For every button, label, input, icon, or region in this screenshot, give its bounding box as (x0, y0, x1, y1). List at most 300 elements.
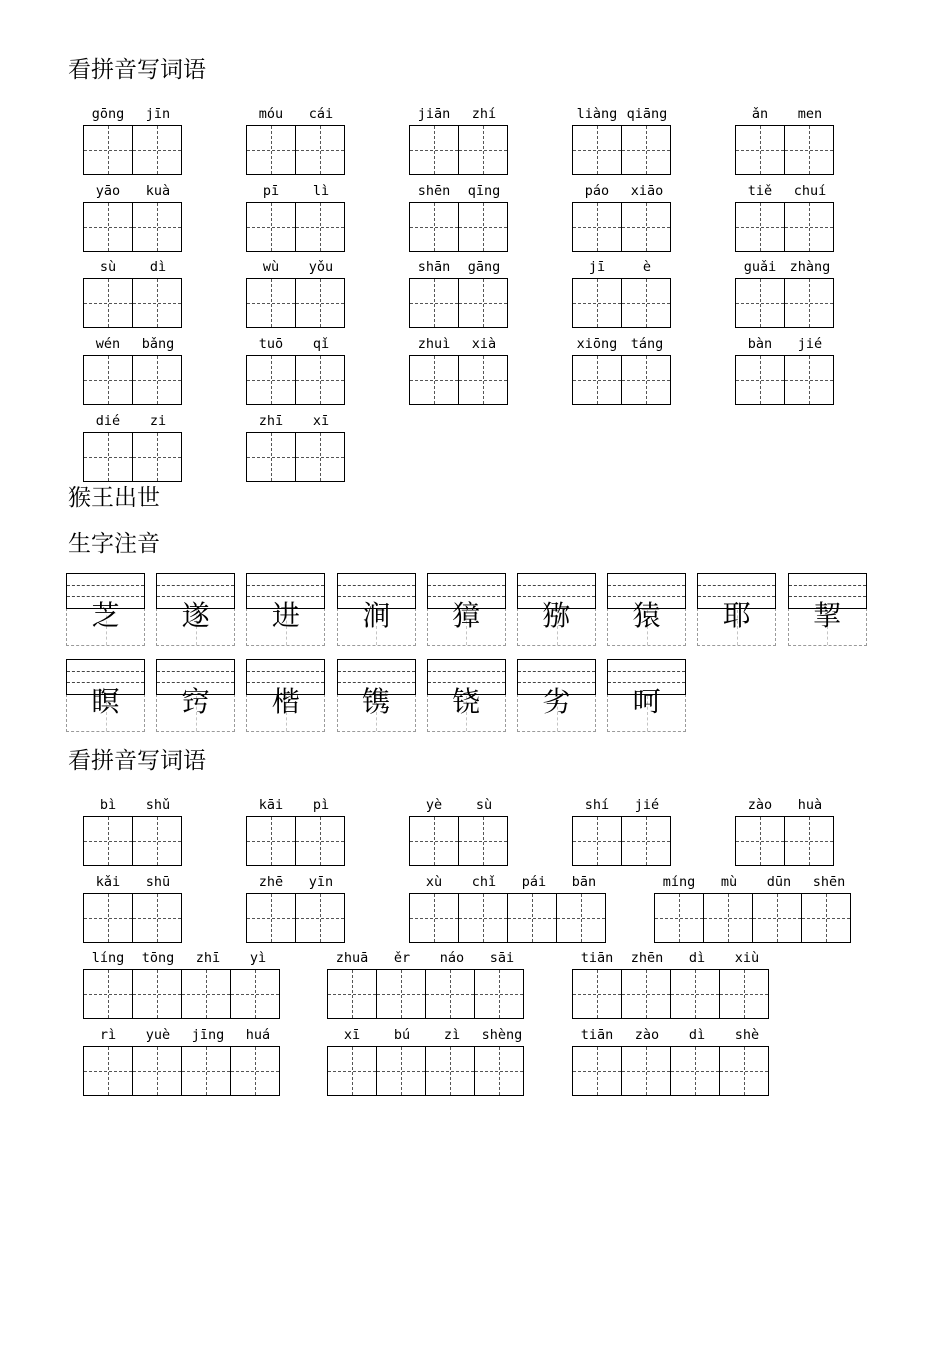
character-card (427, 659, 506, 732)
tianzi-cell[interactable] (295, 278, 345, 328)
writing-cells (83, 816, 183, 866)
hanzi-character: 楷 (271, 685, 300, 718)
tianzi-cell[interactable] (572, 355, 622, 405)
writing-cells (246, 278, 346, 328)
pinyin-row (572, 335, 672, 355)
writing-cells (83, 125, 183, 175)
pinyin-syllable: jīn (145, 106, 171, 122)
tianzi-cell[interactable] (752, 893, 802, 943)
writing-cells (246, 355, 346, 405)
tianzi-cell[interactable] (83, 202, 133, 252)
pinyin-syllable: zhàng (789, 259, 831, 275)
pinyin-row (735, 258, 835, 278)
tianzi-cell[interactable] (181, 969, 231, 1019)
section-heading-pinyin-2: 看拼音写词语 (68, 748, 206, 774)
pinyin-word (83, 182, 183, 252)
pinyin-row (409, 258, 509, 278)
writing-cells (83, 969, 283, 1019)
pinyin-syllable: gōng (91, 106, 125, 122)
tianzi-cell[interactable] (83, 432, 133, 482)
writing-cells (572, 202, 672, 252)
hanzi-character: 呵 (632, 685, 661, 718)
pinyin-syllable: tiān (580, 1027, 614, 1043)
tianzi-cell[interactable] (572, 202, 622, 252)
tianzi-cell[interactable] (784, 125, 834, 175)
tianzi-cell[interactable] (572, 816, 622, 866)
character-card (337, 659, 416, 732)
writing-cells (246, 816, 346, 866)
tianzi-cell[interactable] (458, 816, 508, 866)
tianzi-cell[interactable] (784, 355, 834, 405)
pinyin-row (572, 796, 672, 816)
tianzi-cell[interactable] (572, 969, 622, 1019)
pinyin-syllable: zhēn (630, 950, 664, 966)
pinyin-word (246, 412, 346, 482)
pinyin-row (409, 796, 509, 816)
character-card (788, 573, 867, 646)
hanzi-character: 猿 (632, 599, 661, 632)
hanzi-character: 涧 (362, 599, 391, 632)
tianzi-cell[interactable] (735, 278, 785, 328)
character-card (517, 659, 596, 732)
character-card (427, 573, 506, 646)
tianzi-cell[interactable] (132, 816, 182, 866)
writing-cells (409, 355, 509, 405)
tianzi-cell[interactable] (474, 1046, 524, 1096)
tianzi-cell[interactable] (507, 893, 557, 943)
pinyin-syllable: líng (91, 950, 125, 966)
tianzi-cell[interactable] (409, 893, 459, 943)
pinyin-syllable: xiōng (576, 336, 618, 352)
pinyin-syllable: pì (312, 797, 330, 813)
pinyin-word (572, 258, 672, 328)
pinyin-syllable: sù (99, 259, 117, 275)
pinyin-syllable: zì (443, 1027, 461, 1043)
pinyin-row (83, 335, 183, 355)
pinyin-syllable: xiāo (630, 183, 664, 199)
pinyin-syllable: shān (417, 259, 451, 275)
pinyin-row (572, 182, 672, 202)
pinyin-syllable: yuè (145, 1027, 171, 1043)
writing-cells (83, 278, 183, 328)
pinyin-row (735, 796, 835, 816)
tianzi-cell[interactable] (719, 969, 769, 1019)
pinyin-word (409, 105, 509, 175)
pinyin-row (246, 873, 346, 893)
pinyin-syllable: bú (393, 1027, 411, 1043)
section-heading-zhuyin: 生字注音 (68, 531, 160, 557)
tianzi-cell[interactable] (556, 893, 606, 943)
pinyin-syllable: zào (634, 1027, 660, 1043)
pinyin-word (654, 873, 854, 943)
pinyin-word (409, 335, 509, 405)
tianzi-cell[interactable] (458, 893, 508, 943)
tianzi-cell[interactable] (246, 355, 296, 405)
pinyin-syllable: xī (343, 1027, 361, 1043)
writing-cells (409, 816, 509, 866)
pinyin-syllable: chǐ (471, 874, 497, 890)
writing-cells (327, 969, 527, 1019)
pinyin-row (409, 182, 509, 202)
pinyin-syllable: míng (662, 874, 696, 890)
pinyin-word (83, 105, 183, 175)
pinyin-syllable: rì (99, 1027, 117, 1043)
tianzi-cell[interactable] (132, 278, 182, 328)
hanzi-character: 芝 (91, 599, 120, 632)
pinyin-row (83, 1026, 283, 1046)
tianzi-cell[interactable] (425, 1046, 475, 1096)
pinyin-syllable: zhuā (335, 950, 369, 966)
pinyin-syllable: yì (249, 950, 267, 966)
pinyin-syllable: tuō (258, 336, 284, 352)
pinyin-word (246, 182, 346, 252)
tianzi-cell[interactable] (132, 1046, 182, 1096)
hanzi-character: 窍 (181, 685, 210, 718)
tianzi-cell[interactable] (735, 125, 785, 175)
pinyin-syllable: huà (797, 797, 823, 813)
tianzi-cell[interactable] (458, 355, 508, 405)
pinyin-syllable: pī (262, 183, 280, 199)
writing-cells (83, 1046, 283, 1096)
pinyin-word (83, 873, 183, 943)
character-card (697, 573, 776, 646)
pinyin-syllable: kǎi (95, 874, 121, 890)
tianzi-cell[interactable] (409, 125, 459, 175)
pinyin-word (83, 949, 283, 1019)
pinyin-row (572, 949, 772, 969)
character-card (246, 659, 325, 732)
pinyin-word (327, 1026, 527, 1096)
hanzi-character: 猕 (542, 599, 571, 632)
pinyin-syllable: tōng (141, 950, 175, 966)
tianzi-cell[interactable] (458, 125, 508, 175)
pinyin-syllable: yǒu (308, 259, 334, 275)
writing-cells (572, 816, 672, 866)
tianzi-cell[interactable] (621, 278, 671, 328)
pinyin-row (83, 412, 183, 432)
pinyin-syllable: qīng (467, 183, 501, 199)
pinyin-syllable: ǎn (751, 106, 769, 122)
writing-cells (409, 893, 609, 943)
writing-cells (572, 969, 772, 1019)
pinyin-row (246, 258, 346, 278)
writing-cells (572, 125, 672, 175)
pinyin-word (735, 335, 835, 405)
tianzi-cell[interactable] (670, 1046, 720, 1096)
pinyin-syllable: xù (425, 874, 443, 890)
pinyin-row (246, 335, 346, 355)
tianzi-cell[interactable] (572, 1046, 622, 1096)
pinyin-word (409, 258, 509, 328)
pinyin-word (83, 258, 183, 328)
tianzi-cell[interactable] (295, 816, 345, 866)
pinyin-syllable: náo (439, 950, 465, 966)
pinyin-syllable: móu (258, 106, 284, 122)
tianzi-cell[interactable] (83, 893, 133, 943)
tianzi-cell[interactable] (703, 893, 753, 943)
writing-cells (735, 816, 835, 866)
tianzi-cell[interactable] (621, 355, 671, 405)
pinyin-row (409, 105, 509, 125)
pinyin-syllable: è (642, 259, 652, 275)
pinyin-syllable: tiě (747, 183, 773, 199)
pinyin-row (246, 412, 346, 432)
tianzi-cell[interactable] (409, 202, 459, 252)
pinyin-syllable: guǎi (743, 259, 777, 275)
tianzi-cell[interactable] (132, 893, 182, 943)
writing-cells (735, 202, 835, 252)
writing-cells (409, 202, 509, 252)
pinyin-syllable: wù (262, 259, 280, 275)
pinyin-syllable: táng (630, 336, 664, 352)
tianzi-cell[interactable] (719, 1046, 769, 1096)
pinyin-syllable: zhuì (417, 336, 451, 352)
tianzi-cell[interactable] (327, 1046, 377, 1096)
pinyin-syllable: pái (521, 874, 547, 890)
hanzi-character: 进 (271, 599, 300, 632)
pinyin-syllable: jiān (417, 106, 451, 122)
pinyin-syllable: dì (149, 259, 167, 275)
pinyin-word (409, 182, 509, 252)
pinyin-syllable: kāi (258, 797, 284, 813)
tianzi-cell[interactable] (83, 355, 133, 405)
character-card (66, 573, 145, 646)
writing-cells (409, 125, 509, 175)
tianzi-cell[interactable] (246, 202, 296, 252)
pinyin-syllable: shēn (417, 183, 451, 199)
pinyin-word (246, 105, 346, 175)
pinyin-row (83, 949, 283, 969)
tianzi-cell[interactable] (246, 816, 296, 866)
lesson-title: 猴王出世 (68, 485, 160, 511)
pinyin-row (327, 949, 527, 969)
writing-cells (246, 432, 346, 482)
pinyin-word (572, 182, 672, 252)
pinyin-syllable: xià (471, 336, 497, 352)
tianzi-cell[interactable] (735, 355, 785, 405)
tianzi-cell[interactable] (409, 278, 459, 328)
pinyin-syllable: wén (95, 336, 121, 352)
hanzi-character: 挈 (813, 599, 842, 632)
pinyin-row (735, 335, 835, 355)
tianzi-cell[interactable] (246, 125, 296, 175)
pinyin-row (246, 796, 346, 816)
tianzi-cell[interactable] (621, 202, 671, 252)
pinyin-word (735, 258, 835, 328)
pinyin-syllable: zi (149, 413, 167, 429)
pinyin-row (83, 182, 183, 202)
pinyin-syllable: yāo (95, 183, 121, 199)
tianzi-cell[interactable] (735, 816, 785, 866)
tianzi-cell[interactable] (621, 816, 671, 866)
pinyin-syllable: shí (584, 797, 610, 813)
writing-cells (572, 1046, 772, 1096)
pinyin-syllable: shèng (481, 1027, 523, 1043)
pinyin-syllable: lì (312, 183, 330, 199)
writing-cells (735, 278, 835, 328)
pinyin-syllable: qǐ (312, 336, 330, 352)
writing-cells (409, 278, 509, 328)
pinyin-syllable: dì (688, 950, 706, 966)
tianzi-cell[interactable] (181, 1046, 231, 1096)
tianzi-cell[interactable] (572, 278, 622, 328)
hanzi-character: 獐 (452, 599, 481, 632)
pinyin-row (246, 105, 346, 125)
tianzi-cell[interactable] (621, 969, 671, 1019)
hanzi-character: 铙 (452, 685, 481, 718)
pinyin-syllable: jī (588, 259, 606, 275)
tianzi-cell[interactable] (246, 432, 296, 482)
pinyin-word (246, 258, 346, 328)
pinyin-row (735, 105, 835, 125)
hanzi-character: 劣 (542, 685, 571, 718)
pinyin-word (572, 1026, 772, 1096)
tianzi-cell[interactable] (132, 432, 182, 482)
tianzi-cell[interactable] (230, 969, 280, 1019)
pinyin-syllable: kuà (145, 183, 171, 199)
pinyin-word (735, 182, 835, 252)
character-card (246, 573, 325, 646)
tianzi-cell[interactable] (784, 202, 834, 252)
pinyin-syllable: men (797, 106, 823, 122)
pinyin-row (83, 796, 183, 816)
writing-cells (327, 1046, 527, 1096)
character-card (66, 659, 145, 732)
pinyin-syllable: zhī (195, 950, 221, 966)
pinyin-syllable: jīng (191, 1027, 225, 1043)
tianzi-cell[interactable] (409, 816, 459, 866)
hanzi-character: 瞑 (91, 685, 120, 718)
pinyin-syllable: shǔ (145, 797, 171, 813)
tianzi-cell[interactable] (376, 1046, 426, 1096)
character-card (156, 659, 235, 732)
tianzi-cell[interactable] (327, 969, 377, 1019)
tianzi-cell[interactable] (458, 202, 508, 252)
tianzi-cell[interactable] (295, 202, 345, 252)
tianzi-cell[interactable] (83, 816, 133, 866)
pinyin-syllable: shū (145, 874, 171, 890)
tianzi-cell[interactable] (409, 355, 459, 405)
pinyin-syllable: chuí (793, 183, 827, 199)
tianzi-cell[interactable] (295, 432, 345, 482)
pinyin-word (83, 412, 183, 482)
pinyin-row (654, 873, 854, 893)
writing-cells (83, 202, 183, 252)
pinyin-syllable: zào (747, 797, 773, 813)
pinyin-word (83, 335, 183, 405)
tianzi-cell[interactable] (784, 278, 834, 328)
tianzi-cell[interactable] (784, 816, 834, 866)
tianzi-cell[interactable] (246, 278, 296, 328)
pinyin-syllable: tiān (580, 950, 614, 966)
pinyin-syllable: cái (308, 106, 334, 122)
writing-cells (83, 893, 183, 943)
tianzi-cell[interactable] (246, 893, 296, 943)
writing-cells (83, 355, 183, 405)
pinyin-syllable: shēn (812, 874, 846, 890)
pinyin-word (83, 1026, 283, 1096)
character-card (156, 573, 235, 646)
character-card (337, 573, 416, 646)
character-card (607, 659, 686, 732)
hanzi-character: 镌 (362, 685, 391, 718)
pinyin-word (572, 949, 772, 1019)
pinyin-syllable: mù (720, 874, 738, 890)
pinyin-row (572, 1026, 772, 1046)
writing-cells (246, 202, 346, 252)
pinyin-syllable: bān (571, 874, 597, 890)
pinyin-word (735, 105, 835, 175)
tianzi-cell[interactable] (295, 893, 345, 943)
tianzi-cell[interactable] (132, 202, 182, 252)
pinyin-word (409, 873, 609, 943)
pinyin-syllable: ěr (393, 950, 411, 966)
pinyin-word (246, 873, 346, 943)
pinyin-syllable: jié (634, 797, 660, 813)
pinyin-syllable: yīn (308, 874, 334, 890)
tianzi-cell[interactable] (654, 893, 704, 943)
tianzi-cell[interactable] (621, 1046, 671, 1096)
writing-cells (735, 125, 835, 175)
tianzi-cell[interactable] (621, 125, 671, 175)
pinyin-word (246, 335, 346, 405)
tianzi-cell[interactable] (83, 278, 133, 328)
writing-cells (572, 278, 672, 328)
pinyin-row (246, 182, 346, 202)
pinyin-row (83, 258, 183, 278)
tianzi-cell[interactable] (376, 969, 426, 1019)
pinyin-syllable: gāng (467, 259, 501, 275)
tianzi-cell[interactable] (295, 355, 345, 405)
pinyin-row (83, 105, 183, 125)
tianzi-cell[interactable] (735, 202, 785, 252)
pinyin-syllable: zhī (258, 413, 284, 429)
tianzi-cell[interactable] (132, 125, 182, 175)
tianzi-cell[interactable] (295, 125, 345, 175)
pinyin-row (572, 105, 672, 125)
pinyin-word (327, 949, 527, 1019)
pinyin-word (83, 796, 183, 866)
pinyin-syllable: bàn (747, 336, 773, 352)
tianzi-cell[interactable] (230, 1046, 280, 1096)
pinyin-syllable: qiāng (626, 106, 668, 122)
pinyin-syllable: jié (797, 336, 823, 352)
tianzi-cell[interactable] (458, 278, 508, 328)
pinyin-word (572, 335, 672, 405)
tianzi-cell[interactable] (132, 355, 182, 405)
pinyin-syllable: páo (584, 183, 610, 199)
pinyin-syllable: sāi (489, 950, 515, 966)
tianzi-cell[interactable] (83, 1046, 133, 1096)
tianzi-cell[interactable] (474, 969, 524, 1019)
pinyin-syllable: sù (475, 797, 493, 813)
writing-cells (246, 893, 346, 943)
pinyin-row (83, 873, 183, 893)
hanzi-character: 遂 (181, 599, 210, 632)
character-card (607, 573, 686, 646)
tianzi-cell[interactable] (425, 969, 475, 1019)
writing-cells (572, 355, 672, 405)
tianzi-cell[interactable] (83, 969, 133, 1019)
tianzi-cell[interactable] (572, 125, 622, 175)
tianzi-cell[interactable] (801, 893, 851, 943)
pinyin-syllable: bǎng (141, 336, 175, 352)
tianzi-cell[interactable] (132, 969, 182, 1019)
tianzi-cell[interactable] (83, 125, 133, 175)
tianzi-cell[interactable] (670, 969, 720, 1019)
pinyin-syllable: zhí (471, 106, 497, 122)
writing-cells (735, 355, 835, 405)
